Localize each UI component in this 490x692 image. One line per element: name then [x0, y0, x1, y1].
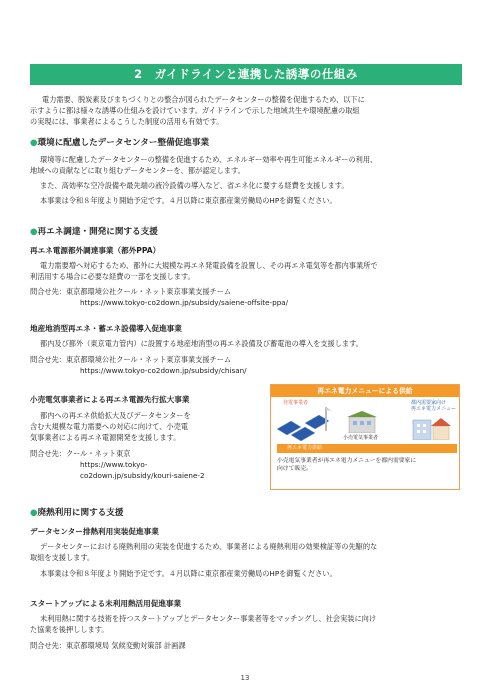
bullet-icon: ●: [30, 138, 38, 148]
section-heading-renewables: ●再エネ調達・開発に関する支援: [30, 227, 158, 237]
sec3a-line-3: 本事業は令和８年度より開始予定です。４月以降に東京都産業労働局のHPを御覧ください。: [40, 569, 337, 578]
intro-line-3: の実現には、事業者によるこうした制度の活用も有効です。: [30, 117, 224, 126]
sec2b-contact: 問合せ先：東京都環境公社クール・ネット東京事業支援チーム: [30, 355, 232, 364]
bullet-icon: ●: [30, 227, 38, 237]
figure-label-demand-1: 都内需要家向け: [411, 400, 447, 406]
page-number: 13: [240, 674, 250, 682]
section-heading-waste-heat: ●廃熱利用に関する支援: [30, 508, 124, 518]
sec2c-contact: 問合せ先：クール・ネット東京: [30, 449, 131, 458]
intro-line-2: 示すように都は様々な誘導の仕組みを設けています。ガイドラインで示した地域共生や環境配慮の取組: [30, 106, 360, 115]
program-title-startup-heat: スタートアップによる未利用熱活用促進事業: [30, 599, 182, 608]
figure-label-plant: 発電事業者: [283, 400, 309, 406]
sec2a-line-2: 利活用する場合に必要な経費の一部を支援します。: [30, 272, 195, 281]
figure-label-retailer: 小売電気事業者: [343, 435, 379, 441]
sec2c-url-link-2[interactable]: co2down.jp/subsidy/kouri-saiene-2: [80, 471, 205, 480]
supply-arrow: 再エネ電力供給: [277, 444, 457, 453]
sec3b-line-2: た協業を後押しします。: [30, 625, 109, 634]
figure-label-demand-2: 再エネ電力メニュー: [411, 406, 457, 412]
demand-building-icon: [409, 414, 453, 440]
section-banner: 2 ガイドラインと連携した誘導の仕組み: [30, 64, 462, 85]
sec2a-url-link[interactable]: https://www.tokyo-co2down.jp/subsidy/saiene-offsite-ppa/: [80, 298, 289, 307]
sec2c-line-2: 含む大規模な電力需要への対応に向けて、小売電: [30, 422, 188, 431]
figure-caption-line-2: 向けて販売。: [277, 466, 312, 472]
sec3a-line-1: データセンターにおける廃熱利用の実装を促進するため、事業者による廃熱利用の効果検証等の先駆的な: [40, 542, 378, 551]
retailer-building-icon: [345, 411, 379, 433]
figure-caption-line-1: 小売電気事業者が再エネ電力メニューを都内需要家に: [277, 458, 417, 464]
sec2c-line-3: 気事業者による再エネ電源開発を支援します。: [30, 433, 181, 442]
sec1-line-1: 環境等に配慮したデータセンターの整備を促進するため、エネルギー効率や再生可能エネルギーの利用、: [40, 155, 378, 164]
sec2a-line-1: 電力需要増へ対応するため、都外に大規模な再エネ発電設備を設置し、その再エネ電気等を都内事業所で: [40, 261, 378, 270]
solar-panel-icon: [275, 407, 337, 441]
sec3b-contact: 問合せ先：東京都環境局 気候変動対策部 計画課: [30, 641, 186, 650]
renewable-menu-figure: [270, 384, 460, 490]
sec1-line-4: 本事業は令和８年度より開始予定です。４月以降に東京都産業労働局のHPを御覧ください。: [40, 196, 337, 205]
section-heading-environment: ●環境に配慮したデータセンター整備促進事業: [30, 138, 210, 148]
sec2b-line-1: 都内及び都外（東京電力管内）に設置する地産地消型の再エネ設備及び蓄電池の導入を支援します。: [40, 339, 363, 348]
sec1-line-3: また、高効率な空冷設備や最先端の液冷設備の導入など、省エネ化に要する経費を支援します。: [40, 181, 349, 190]
sec2c-line-1: 都内への再エネ供給拡大及びデータセンターを: [40, 411, 191, 420]
sec2c-url-link-1[interactable]: https://www.tokyo-: [80, 460, 148, 469]
sec1-line-2: 地域への貢献などに取り組むデータセンターを、都が認定します。: [30, 166, 245, 175]
sec3a-line-2: 取組を支援します。: [30, 553, 95, 562]
sec2b-url-link[interactable]: https://www.tokyo-co2down.jp/subsidy/chisan/: [80, 366, 247, 375]
program-title-local-energy: 地産地消型再エネ・蓄エネ設備導入促進事業: [30, 324, 182, 333]
figure-title: 再エネ電力メニューによる供給: [271, 385, 459, 397]
sec2a-contact: 問合せ先：東京都環境公社クール・ネット東京事業支援チーム: [30, 287, 232, 296]
sec3b-line-1: 未利用熱に関する技術を持つスタートアップとデータセンター事業者等をマッチングし、社会実装に向け: [40, 614, 377, 623]
program-title-retail-renewables: 小売電気事業者による再エネ電源先行拡大事業: [30, 395, 190, 404]
intro-line-1: 電力需要、脱炭素及びまちづくりとの整合が図られたデータセンターの整備を促進するため、以下に: [42, 95, 365, 104]
figure-caption: [277, 457, 453, 473]
bullet-icon: ●: [30, 508, 38, 518]
program-title-offsite-ppa: 再エネ電源都外調達事業（都外PPA）: [30, 246, 161, 255]
program-title-heat-reuse: データセンター排熱利用実装促進事業: [30, 527, 159, 536]
